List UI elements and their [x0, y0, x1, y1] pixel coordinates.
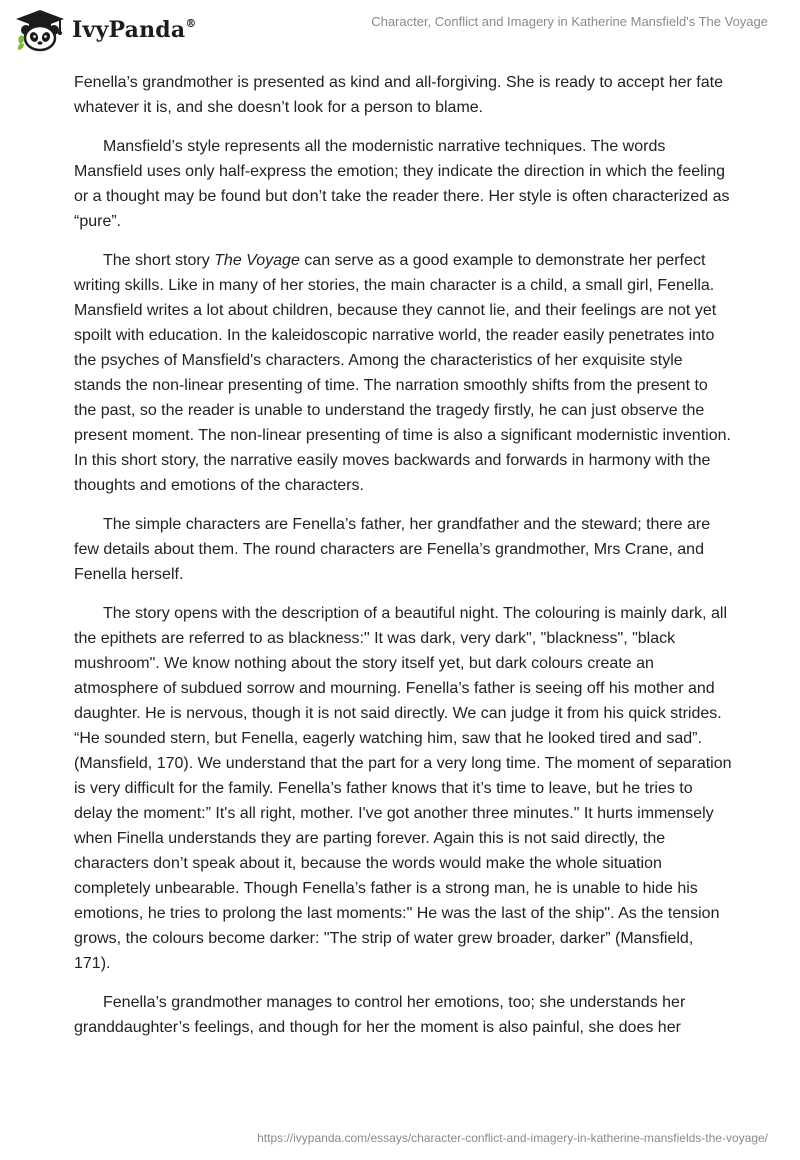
paragraph: The story opens with the description of a beautiful night. The colouring is mainly dark, all the epithets are referred to as blackness:" It was dark, very dark", "blackness", "black mushroom". We know nothing about the story itself yet, but dark colours create an atmosphere of subdued sorrow and mourning. Fenella’s father is seeing off his mother and daughter. He is nervous, though it is not said directly. We can judge it from his quick strides. “He sounded stern, but Fenella, eagerly watching him, saw that he looked tired and sad”. (Mansfield, 170). We understand that the part for a very long time. The moment of separation is very difficult for the family. Fenella’s father knows that it’s time to leave, but he tries to delay the moment:” It's all right, mother. I've got another three minutes." It hurts immensely when Finella understands they are parting forever. Again this is not said directly, the characters don’t speak about it, because the words would make the whole situation completely unbearable. Though Fenella’s father is a strong man, he is unable to hide his emotions, he tries to prolong the last moments:" He was the last of the ship". As the tension grows, the colours become darker: "The strip of water grew broader, darker” (Mansfield, 171).: [74, 605, 732, 972]
essay-body: [74, 70, 734, 1054]
paragraph: Mansfield’s style represents all the modernistic narrative techniques. The words Mansfield uses only half-express the emotion; they indicate the direction in which the feeling or a thought may be found but don’t take the reader there. Her style is often characterized as “pure”.: [74, 138, 730, 230]
paragraph-text: can serve as a good example to demonstrate her perfect writing skills. Like in many of her stories, the main character is a child, a small girl, Fenella. Mansfield writes a lot about children, because they cannot lie, and their feelings are not yet spoilt with education. In the kaleidoscopic narrative world, the reader easily penetrates into the psyches of Mansfield's characters. Among the characteristics of her exquisite style stands the non-linear presenting of time. The narration smoothly shifts from the present to the past, so the reader is unable to understand the tragedy firstly, he can just observe the present moment. The non-linear presenting of time is also a significant modernistic invention. In this short story, the narrative easily moves backwards and forwards in harmony with the thoughts and emotions of the characters.: [74, 252, 731, 494]
document-title: Character, Conflict and Imagery in Katherine Mansfield's The Voyage: [371, 14, 768, 29]
paragraph-text: The short story: [103, 252, 215, 269]
registered-mark: ®: [185, 17, 197, 30]
source-url[interactable]: https://ivypanda.com/essays/character-conflict-and-imagery-in-katherine-mansfields-the-voyage/: [257, 1131, 768, 1145]
panda-graduate-icon: [14, 8, 66, 52]
paragraph: [74, 248, 734, 498]
paragraph: Fenella’s grandmother is presented as kind and all-forgiving. She is ready to accept her fate whatever it is, and she doesn’t look for a person to blame.: [74, 74, 723, 116]
brand-name-text: IvyPanda: [72, 17, 186, 43]
paragraph: Fenella’s grandmother manages to control her emotions, too; she understands her granddaughter’s feelings, and though for her the moment is also painful, she does her: [74, 994, 686, 1036]
brand-name: [72, 17, 197, 43]
page-header: [0, 0, 800, 62]
brand-logo[interactable]: [14, 8, 197, 52]
paragraph: The simple characters are Fenella’s father, her grandfather and the steward; there are few details about them. The round characters are Fenella’s grandmother, Mrs Crane, and Fenella herself.: [74, 516, 711, 583]
story-title-italic: The Voyage: [214, 252, 300, 269]
